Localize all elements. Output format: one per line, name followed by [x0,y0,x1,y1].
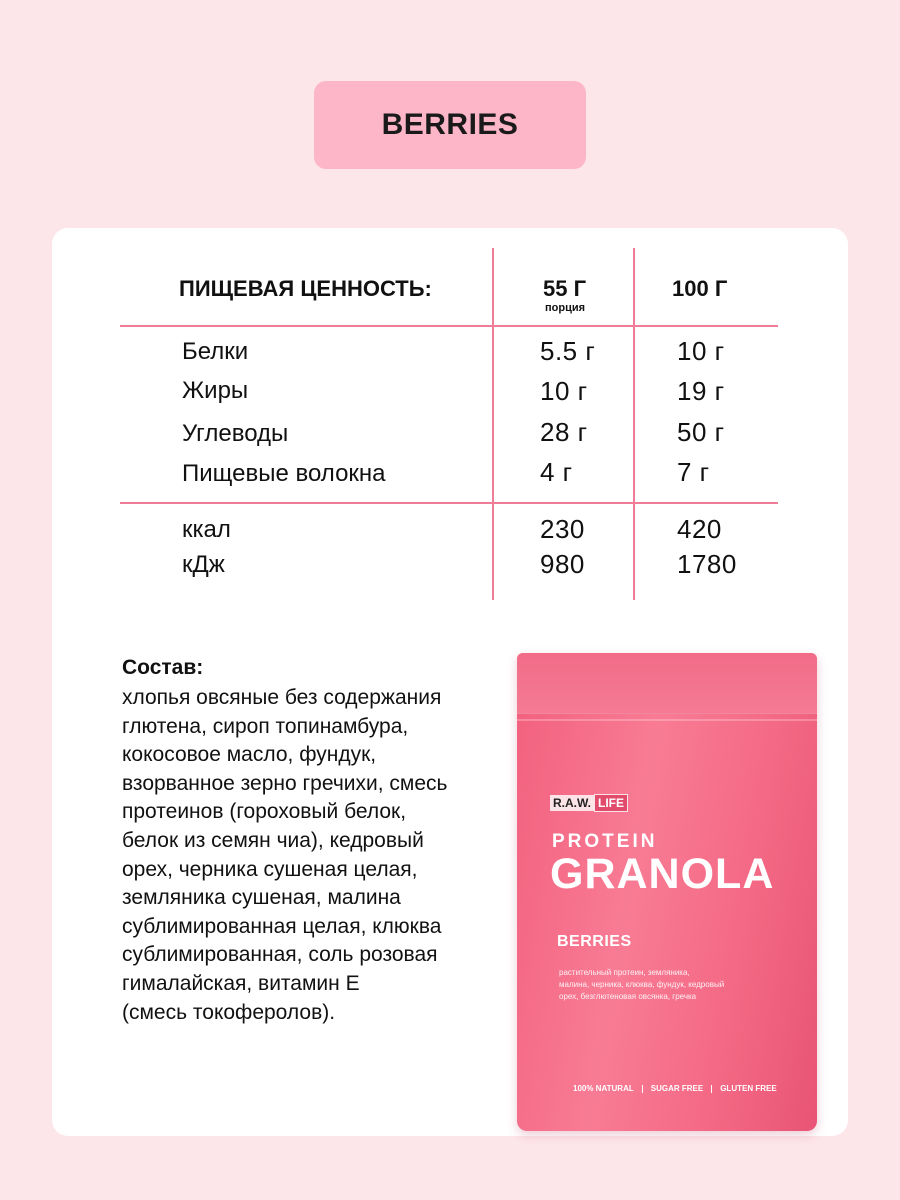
nutrient-label: Углеводы [182,420,289,447]
badge-sugar-free: SUGAR FREE [650,1084,704,1093]
nutrition-heading: ПИЩЕВАЯ ЦЕННОСТЬ: [179,276,432,301]
badge-separator [642,1085,643,1093]
table-divider-horizontal-2 [120,502,778,504]
package-granola-label: GRANOLA [550,850,775,898]
composition-line: сублимированная, соль розовая [122,943,438,967]
badge-separator [711,1085,712,1093]
table-divider-horizontal-1 [120,325,778,327]
nutrient-portion-value: 5.5 г [540,336,596,366]
nutrient-label: Жиры [182,377,249,404]
nutrient-per100-value: 10 г [677,336,725,366]
composition-line: кокосовое масло, фундук, [122,743,377,767]
composition-line: гималайская, витамин Е [122,971,360,995]
composition-line: (смесь токоферолов). [122,1000,336,1024]
composition-line: орех, черника сушеная целая, [122,857,418,881]
package-flavor-label: BERRIES [557,933,632,950]
badge-natural: 100% NATURAL [573,1084,634,1093]
nutrient-per100-value: 50 г [677,417,725,447]
per100-column-header: 100 Г [672,276,728,301]
product-package-image [517,653,817,1131]
package-ingredients-line: орех, безглютеновая овсянка, гречка [559,992,697,1001]
package-seal [517,653,817,714]
composition-line: белок из семян чиа), кедровый [122,828,424,852]
portion-column-header: 55 Г [543,276,587,301]
composition-line: протеинов (гороховый белок, [122,800,407,824]
package-protein-label: PROTEIN [552,831,658,852]
info-card [52,228,848,1136]
package-ingredients-line: малина, черника, клюква, фундук, кедровый [559,980,725,989]
table-divider-vertical-1 [492,248,494,600]
brand-logo-part2: LIFE [594,794,628,812]
brand-logo-part1: R.A.W. [550,795,594,811]
package-ingredients-line: растительный протеин, земляника, [559,968,690,977]
flavor-tag: BERRIES [314,81,586,169]
badge-gluten-free: GLUTEN FREE [720,1084,777,1093]
nutrient-label: Пищевые волокна [182,460,386,487]
energy-per100-value: 420 [677,514,722,544]
package-zip [517,719,817,721]
composition-title: Состав: [122,656,204,679]
composition-line: сублимированная целая, клюква [122,914,442,938]
table-divider-vertical-2 [633,248,635,600]
nutrient-portion-value: 28 г [540,417,588,447]
package-badges [573,1084,777,1093]
composition-line: взорванное зерно гречихи, смесь [122,771,448,795]
nutrient-portion-value: 4 г [540,457,573,487]
energy-per100-value: 1780 [677,549,737,579]
package-ingredients [559,967,759,1003]
nutrient-per100-value: 7 г [677,457,710,487]
brand-logo [550,795,628,811]
composition-text [122,684,482,1027]
composition-line: хлопья овсяные без содержания [122,686,442,709]
portion-column-note: порция [545,302,586,314]
nutrient-label: Белки [182,338,249,365]
energy-label: ккал [182,516,231,543]
composition-line: земляника сушеная, малина [122,886,401,910]
nutrient-per100-value: 19 г [677,376,725,406]
energy-portion-value: 230 [540,514,585,544]
nutrient-portion-value: 10 г [540,376,588,406]
energy-portion-value: 980 [540,549,585,579]
energy-label: кДж [182,551,225,578]
composition-line: глютена, сироп топинамбура, [122,714,409,738]
